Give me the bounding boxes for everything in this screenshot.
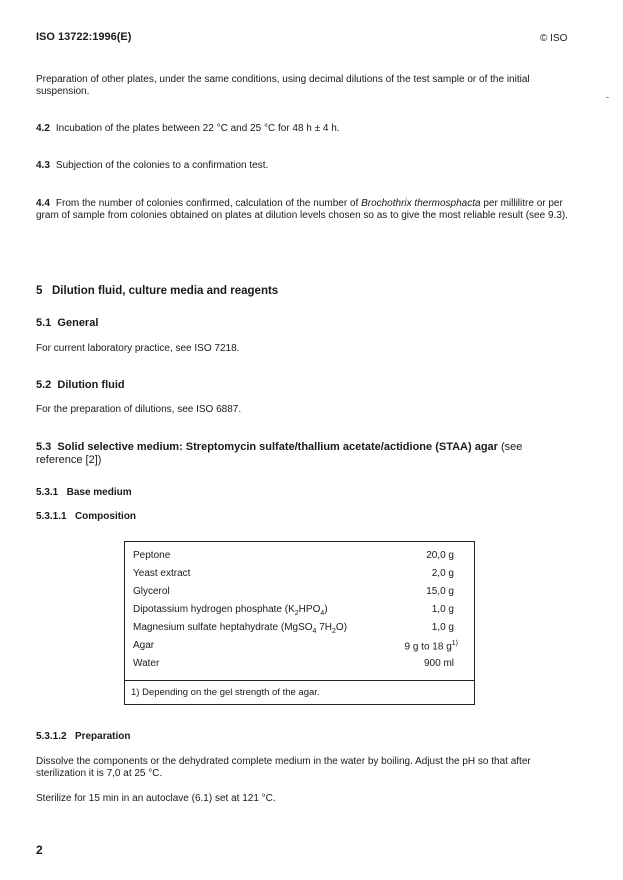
section-5-3-1-1-heading xyxy=(36,511,136,522)
intro-paragraph: Preparation of other plates, under the same conditions, using decimal dilutions of the test sample or of the initial suspension. xyxy=(36,74,530,97)
ingredient-amount: 1,0 g xyxy=(431,604,454,615)
section-title: Solid selective medium: Streptomycin sulfate/thallium acetate/actidione (STAA) agar xyxy=(57,441,498,453)
section-5-heading xyxy=(36,285,278,297)
composition-table xyxy=(124,541,475,705)
table-row xyxy=(133,586,466,600)
ingredient-name: Peptone xyxy=(133,550,171,561)
ingredient-amount: 2,0 g xyxy=(431,568,454,579)
section-5-3-heading xyxy=(36,441,568,467)
organism-name: Brochothrix thermosphacta xyxy=(361,198,481,209)
section-number: 5.1 xyxy=(36,317,52,329)
table-row xyxy=(133,658,466,672)
ingredient-name: Dipotassium hydrogen phosphate $(K_2HPO_4)$ xyxy=(133,604,328,617)
ingredient-name: Yeast extract xyxy=(133,568,191,579)
ingredient-name: Agar xyxy=(133,640,155,651)
step-number: 4.4 xyxy=(36,198,50,209)
section-title: Composition xyxy=(74,511,137,522)
section-title: Dilution fluid xyxy=(57,379,125,391)
section-5-1-text: For current laboratory practice, see ISO 7218. xyxy=(36,343,240,354)
footnote-ref: 1) xyxy=(451,640,458,647)
step-text-cont: per millilitre or per gram of sample from colonies obtained on plates at dilution levels chosen so as to give the most reliable result (see 9.3). xyxy=(36,198,568,221)
section-5-1-heading xyxy=(36,317,98,329)
section-number: 5.3.1 xyxy=(36,487,59,498)
step-4-4 xyxy=(36,198,568,222)
section-5-2-text: For the preparation of dilutions, see ISO 6887. xyxy=(36,404,242,415)
section-title: Preparation xyxy=(74,731,131,742)
ingredient-name: Glycerol xyxy=(133,586,170,597)
section-number: 5.3.1.1 xyxy=(36,511,67,522)
document-id: ISO 13722:1996(E) xyxy=(36,31,132,43)
step-4-3 xyxy=(36,160,568,172)
table-footnote: 1) Depending on the gel strength of the agar. xyxy=(131,687,320,698)
section-number: 5 xyxy=(36,285,43,297)
table-divider xyxy=(125,680,474,681)
step-text: Subjection of the colonies to a confirmation test. xyxy=(55,160,269,171)
step-number: 4.2 xyxy=(36,123,50,134)
step-number: 4.3 xyxy=(36,160,50,171)
table-row xyxy=(133,604,466,618)
page-number: 2 xyxy=(36,843,43,857)
step-text: Incubation of the plates between 22 °C and 25 °C for 48 h ± 4 h. xyxy=(55,123,340,134)
table-row xyxy=(133,640,466,654)
ingredient-name: Magnesium sulfate heptahydrate (MgSO$_4$ $7H_2O$) xyxy=(133,622,348,635)
section-reference: (see reference [2]) xyxy=(36,441,523,466)
ingredient-amount: 15,0 g xyxy=(426,586,454,597)
section-number: 5.3 xyxy=(36,441,52,453)
section-title: Dilution fluid, culture media and reagents xyxy=(52,285,279,297)
section-5-3-1-heading xyxy=(36,487,132,498)
section-number: 5.3.1.2 xyxy=(36,731,67,742)
section-title: Base medium xyxy=(66,487,132,498)
scan-mark xyxy=(606,97,609,98)
ingredient-amount: 9 g to 18 $g^{1)}$ xyxy=(404,640,458,653)
section-title: General xyxy=(57,317,99,329)
preparation-paragraph-2: Sterilize for 15 min in an autoclave (6.1) set at 121 °C. xyxy=(36,793,276,804)
preparation-paragraph-1: Dissolve the components or the dehydrated complete medium in the water by boiling. Adjust the pH so that after sterilization it is 7,0 at 25 °C. xyxy=(36,756,531,779)
section-number: 5.2 xyxy=(36,379,52,391)
table-row xyxy=(133,568,466,582)
table-row xyxy=(133,550,466,564)
copyright-mark: © ISO xyxy=(540,33,568,44)
section-5-3-1-2-heading xyxy=(36,731,131,742)
step-4-2 xyxy=(36,123,568,135)
section-5-2-heading xyxy=(36,379,125,391)
table-row xyxy=(133,622,466,636)
ingredient-amount: 1,0 g xyxy=(431,622,454,633)
ingredient-name: Water xyxy=(133,658,160,669)
ingredient-amount: 20,0 g xyxy=(426,550,454,561)
ingredient-amount: 900 ml xyxy=(423,658,454,669)
step-text: From the number of colonies confirmed, calculation of the number of xyxy=(55,198,362,209)
